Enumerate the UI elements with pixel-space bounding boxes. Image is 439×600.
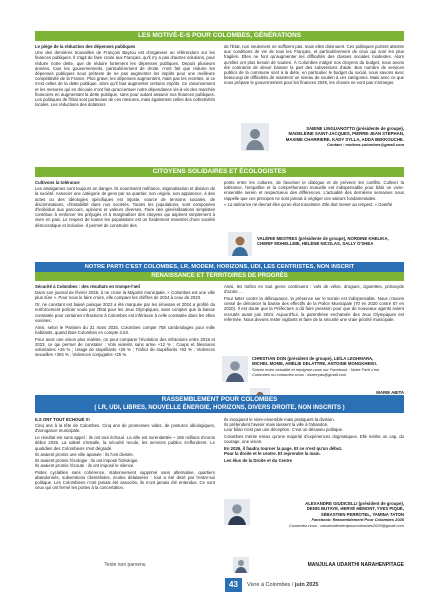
section-title: CITOYENS SOLIDAIRES ET ÉCOLOGISTES (35, 167, 404, 177)
magazine-name: Vivre à Colombes / (247, 582, 294, 588)
article-heading: Sécurité à Colombes : des résultats en trompe-l'œil (35, 284, 140, 289)
social-note: Suivez notre actualité et rejoignez-nous sur Facebook : Notre Parti c'est (252, 366, 380, 372)
not-received-note: Texte non parvenu (104, 562, 146, 568)
signatories: MAXIME CHARRIERE, KADY SYLLA, ADDA BEKKOUCHE. (285, 136, 404, 142)
section-title: RASSEMBLEMENT POUR COLOMBES (35, 395, 404, 404)
page-footer (190, 578, 404, 594)
paragraph: Ils avaient promis une ville apaisée : ils l'ont divisée. (35, 452, 134, 458)
signature-block (253, 501, 404, 528)
paragraph: Ils prétendent l'avenir mais laissent la ville à l'abandon. (224, 422, 329, 428)
avatar (228, 232, 252, 256)
paragraph: Ils invoquent le vivre-ensemble mais pratiquent la division. (224, 417, 335, 422)
article-heading: Cultivons la tolérance (35, 180, 80, 185)
paragraph: Une des dernières trouvailles de François Bayrou est d'organiser un référendum sur les finances publiques. Il s'agit de faire croire aux Français, qu'il n'y a pas d'autres solutions, pour réduire notre dette, que de réduire fortement les dépenses publiques. Depuis plusieurs années, tous les gouvernements, particulièrement de droite, n'ont fait que réduire les dépenses publiques sous prétexte de ne pas augmenter les impôts pour une meilleure compétitivité de la France. Plus grave, les dépenses augmentent, mais pas les recettes, si ce n'est celles de la dette publique, alors qu'il faut augmenter certains impôts. Ce raisonnement et les mesures qui en découle n'ont fait qu'accentuer notre dépendance vis-à-vis des marchés financiers en augmentant la dette publique, sans pour autant assainir nos finances publiques. Les politiques de l'État sont porteuses de ces mesures, mais également celles des collectivités locales. Les réductions des dotations (35, 50, 215, 108)
group-section-motives (0, 31, 439, 181)
paragraph: Colombes mérite mieux qu'une majorité d'expériences dogmatiques. Elle mérite un cap, du courage, une vision. (224, 434, 404, 445)
signatory: MANJULAA UDANTHI NARAHENPITAGE (307, 562, 404, 568)
paragraph: Les élus de la Droite et du Centre (224, 458, 293, 464)
section-subtitle: RENAISSANCE ET TERRITOIRES DE PROGRÈS (35, 272, 404, 281)
article-heading: Le piège de la réduction des dépenses publiques (35, 44, 136, 49)
avatar (224, 499, 250, 525)
paragraph: Leur bilan n'est pas une déception. C'est un désaveu politique. (224, 427, 344, 433)
signatories: SABINE LINGUANOTTO (présidente de groupe), (306, 126, 404, 131)
paragraph: Dans son journal de février 2025, à ne croire la Majorité municipale, « Colombes est une ville plus sûre ». Pour nous le faire croire, elle compare les chiffres de 2024 à ceux de 2023. (35, 290, 215, 301)
signatories: CHRISTIAN DON (président de groupe), LEÏLA LEGHMARA, (252, 356, 374, 361)
signatories: MICHEL MOME, AMÉLIE DELATTRE, ANTOINE MONGKHEIKI. (252, 361, 378, 367)
issue-date: juin 2025 (294, 582, 319, 588)
group-section-citoyens (0, 167, 439, 257)
paragraph: Cinq ans à la tête de Colombes. Cinq ans de promesses vides, de postures idéologiques, d'arrogance municipale. (35, 423, 215, 434)
paragraph: Or, ne constant est biaisé puisque 2023 a été marquée par les émeutes et 2024 a profité du renforcement policier voulu par l'État pour les Jeux Olympiques, sans compter que la baisse constatée pour certaines infractions à Colombes est inférieure à celle constatée dans les villes voisines. (35, 302, 215, 323)
group-section-rassemblement (0, 395, 439, 570)
section-subtitle: ( LR, UDI, LIBRES, NOUVELLE ÉNERGIE, HORIZONS, DIVERS DROITE, NON INSCRITS ) (35, 404, 404, 413)
signatories: VALÉRIE MESTRES (présidente de groupe), NORDINE KHELIKA, (257, 236, 389, 241)
section-title: NOTRE PARTI C'EST COLOMBES, LR, MODEM, HORIZONS, UDI, LES CENTRISTES, NON INSCRIT (35, 262, 404, 272)
avatar (233, 557, 249, 573)
signature-block (265, 126, 404, 148)
paragraph: Ils avaient promis l'écologie : ils ont imposé l'idéologie. (35, 457, 139, 463)
paragraph: ponts entre les cultures, de favoriser le dialogue et de prévenir les conflits. Cultiver la tolérance, l'empathie et la compréhension mutuelle est indispensable pour bâtir un vivre-ensemble serein et respectueux des différences. L'actualité des dernières semaines nous rappelle que ces principes ne sont jamais à négliger ces valeurs fondamentales. (224, 180, 404, 201)
paragraph: de l'État, non seulement ne suffisent pas, mais elles diminuent. Ces politiques portent atteinte aux conditions de vie de tous les Français, et particulièrement de ceux qui sont les plus fragiles. Elles ne font qu'augmenter les difficultés des classes sociales modestes. Alors qu'elles ont plus besoin de soutien. À Colombes malgré nos citoyens du budget, nous avons été contraints de devoir baisser la part des subventions d'aide. Bon nombre de services publics de la commune sont à la diète, en particulier le budget du social, nous savons avec beaucoup de difficultés de maintenir un niveau de soutien à ces catégories. Mais avec ce que nous prépare le gouvernement pour les finances 2026, les choses ne vont pas s'arranger. (224, 44, 404, 86)
signatory: MARIE ABITA (376, 390, 404, 395)
paragraph: Pour avoir une vision plus réaliste, on peut comparer l'évolution des infractions entre 2019 et 2023, ce qui permet de constater : Vols violents sans arme +12 % ; Coups et blessures volontaires +26 % ; Usage de stupéfiants +29 % ; Trafics de stupéfiants +93 % ; Violences sexuelles +304 % ; Violences conjugales +25 %. (35, 336, 215, 358)
contact-email: Contact : motives.colombes@gmail.com (326, 142, 404, 148)
signature-block (252, 356, 404, 378)
signatories: SÉBASTIEN PERROTEL, YAMINA TATON (320, 511, 404, 517)
paragraph: Pour la droite et le centre. Et reprendre la main. (224, 451, 321, 457)
paragraph: Pour lutter contre la délinquance, la présence sur le terrain est indispensable. Nous n'avons cessé de dénoncer la baisse des effectifs de la Police Municipale (70 en 2020 contre 57 en 2020). Il est doute que la Préfecture a dû faire pression pour que de nouveaux agents soient recrutés avant juin 2024. Aujourd'hui, la parenthèse enchantée des Jeux Olympiques est refermée. Nous devons rester vigilants et faire de la sécurité une vraie priorité municipale. (224, 296, 404, 322)
signatories: ALEXANDRE GIUDICELLI (président de groupe), (305, 501, 404, 506)
signatories: DENIS BUTAYE, HERVÉ HÉMONT, YVES PIQUE, (306, 506, 404, 512)
contact-email: Colombes ou contactez-nous : nkaecyas@gmail.com (252, 372, 347, 378)
paragraph: En 2026, il faudra tourner la page. Et ce n'est qu'un début. (224, 446, 343, 452)
paragraph: Ainsi, les trafics en tout genre continuent : vols de vélos, drogues, cigarettes, protoxyde d'azote … (224, 284, 404, 295)
contact-email: Contactez-nous : rassemblementpourcolombes2026@gmail.com (288, 522, 404, 528)
paragraph: Ils avaient promis l'écoute : ils ont imposé le silence. (35, 462, 135, 468)
signature-block (257, 236, 404, 247)
page-number: 43 (225, 578, 242, 592)
paragraph: Le résultat est sans appel : ils ont tout échoué. La ville est surendettée – 165 millions d'euros début 2025. La saleté s'installe, la sécurité recule, les services publics s'effondrent. Le quotidien des Colombiens s'est dégradé. (35, 435, 215, 451)
signatories: CHERIF MOHELLEBI, HÉLÈNE NICOLAS, SALLY O'SHEA (257, 241, 374, 247)
article-heading: ILS ONT TOUT ÉCHOUÉ !!! (35, 417, 90, 422)
bottom-strip (0, 560, 439, 574)
avatar (222, 356, 248, 382)
paragraph: Les amalgames sont toujours un danger. Ils nourrissent méfiance, stigmatisation et division de la société. Associer une catégorie de gens par sa quartier, son origine, son apparence, à des actes ou des idéologies spécifiques est injuste, source de tensions sociales, de discriminations, d'instabilité dans nos sociétés. Toutes les populations, sont composées d'individus aux parcours, opinions et valeurs diverses. Faire des généralisations simplistes contribue à renforcer les préjugés et à marginaliser des citoyens qui aspirent simplement à vivre en paix. Le respect de toutes les populations est un fondement essentiel d'une société démocratique et inclusive. Il permet de construire des (35, 186, 215, 228)
quote: « La tolérance ne devrait être qu'un état transitoire. Elle doit mener au respect. » Goethe (224, 202, 393, 208)
social-note: Facebook: Rassemblement Pour Colombes 2026 (311, 517, 404, 523)
signatories: MADELEINE SAINT-JACQUES, PIERRE-JEAN STEPHAN, (288, 131, 404, 137)
paragraph: Ainsi, selon le Parisien du 31 mars 2025, Colombes compte 758 cambriolages pour mille habitants, quand Bois-Colombes en compte 3,63. (35, 324, 215, 335)
section-title: LES MOTIVÉ-E-S POUR COLOMBES, GÉNÉRATIONS (35, 31, 404, 41)
paragraph: Pistes cyclables sans cohérence, stationnement supprimé sans alternative, quartiers abandonnés, subventions clientélistes, écoles délaissées : tout a été dicté par l'entre-soi politique. Les Colombiens n'ont jamais été associés, ils n'ont jamais été entendus. Ce sont ceux qui ont fermé les portes à la concertation. (35, 469, 215, 491)
